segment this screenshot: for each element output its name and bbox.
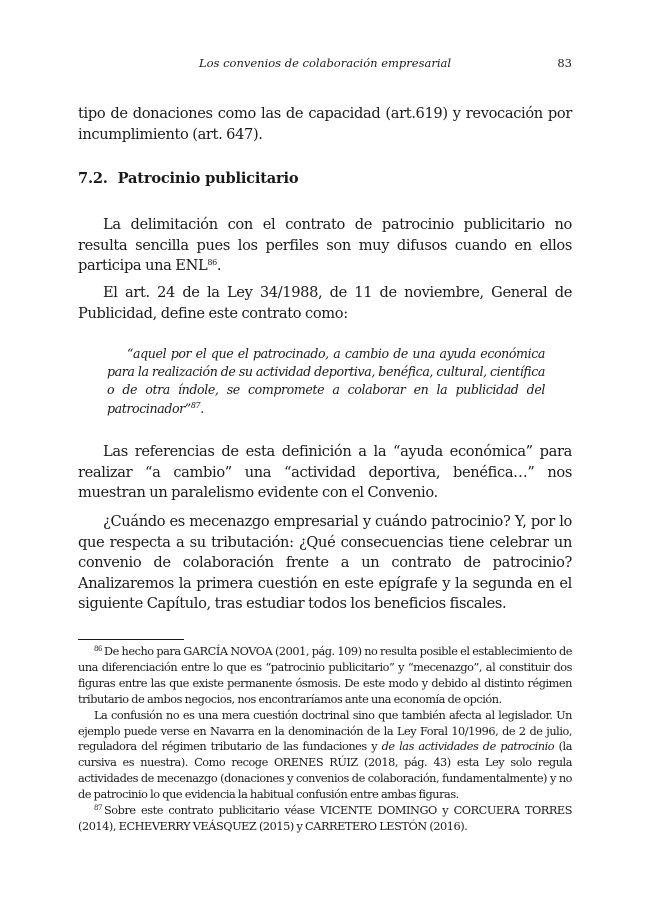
paragraph-continued (78, 104, 572, 145)
footnote-87 (78, 803, 572, 835)
paragraph-end: . (216, 257, 222, 275)
footnotes (78, 644, 572, 835)
paragraph-text: La delimitación con el contrato de patrocinio publicitario no resulta sencilla pues los perfiles son muy difusos cuando en ellos participa una ENL (78, 216, 572, 275)
footnote-86 (78, 644, 572, 708)
block-quote (107, 345, 545, 418)
section-heading (78, 170, 298, 187)
running-title: Los convenios de colaboración empresarial (198, 56, 452, 70)
footnote-number: 87 (94, 804, 103, 813)
footnote-text: Sobre este contrato publicitario véase VICENTE DOMINGO y CORCUERA TORRES (2014), ECHEVERRY VEÁSQUEZ (2015) y CARRETERO LESTÓN (2016). (78, 804, 572, 833)
paragraph-text: tipo de donaciones como las de capacidad (art.619) y revocación por incumplimiento (art. 647). (78, 105, 572, 143)
paragraph-text: El art. 24 de la Ley 34/1988, de 11 de noviembre, General de Publicidad, define este contrato como: (78, 284, 572, 322)
footnote-divider (78, 639, 184, 640)
footnote-italic: de las actividades de patrocinio (381, 740, 555, 754)
footnote-text: La confusión no es una mera cuestión doctrinal sino que también afecta al legislador. Un ejemplo puede verse en Navarra en la denominación de la Ley Foral 10/1996, de 2 de julio, reguladora del régimen tributario de las fundaciones y (78, 708, 572, 754)
quote-text: “aquel por el que el patrocinado, a cambio de una ayuda económica para la realización de su actividad deportiva, benéfica, cultural, científica o de otra índole, se compromete a colaborar en la publicidad del patrocinador” (107, 346, 545, 416)
running-header (78, 56, 572, 74)
paragraph-delimitation (78, 215, 572, 277)
paragraph-references (78, 442, 572, 504)
footnote-text: De hecho para GARCÍA NOVOA (2001, pág. 109) no resulta posible el establecimiento de una diferenciación entre lo que es “patrocinio publicitario” y “mecenazgo”, al constituir dos figuras entre las que existe permanente ósmosis. De este modo y debido al distinto régimen tributario de ambos negocios, nos encontraríamos ante una economía de opción. (78, 645, 572, 706)
paragraph-text: ¿Cuándo es mecenazgo empresarial y cuándo patrocinio? Y, por lo que respecta a su tributación: ¿Qué consecuencias tiene celebrar un convenio de colaboración frente a un contrato de patrocinio? Analizaremos la primera cuestión en este epígrafe y la segunda en el siguiente Capítulo, tras estudiar todos los beneficios fiscales. (78, 513, 572, 613)
section-title: Patrocinio publicitario (117, 170, 299, 187)
page-number: 83 (557, 56, 572, 70)
quote-end: . (200, 400, 204, 416)
paragraph-questions (78, 512, 572, 615)
paragraph-text: Las referencias de esta definición a la “ayuda económica” para realizar “a cambio” una “actividad deportiva, benéfica…” nos muestran un paralelismo evidente con el Convenio. (78, 443, 572, 502)
footnote-ref-86[interactable]: 86 (207, 258, 217, 268)
footnote-number: 86 (94, 645, 103, 653)
footnote-text: (la cursiva es nuestra). Como recoge ORENES RÚIZ (2018, pág. 43) esta Ley solo regula actividades de mecenazgo (donaciones y convenios de colaboración, fundamentalmente) y no de patrocinio lo que evidencia la habitual confusión entre ambas figuras. (78, 740, 572, 802)
footnote-ref-87[interactable]: 87 (190, 400, 201, 410)
paragraph-law-article (78, 283, 572, 324)
footnote-86-continued (78, 708, 572, 803)
section-number: 7.2. (78, 170, 108, 187)
